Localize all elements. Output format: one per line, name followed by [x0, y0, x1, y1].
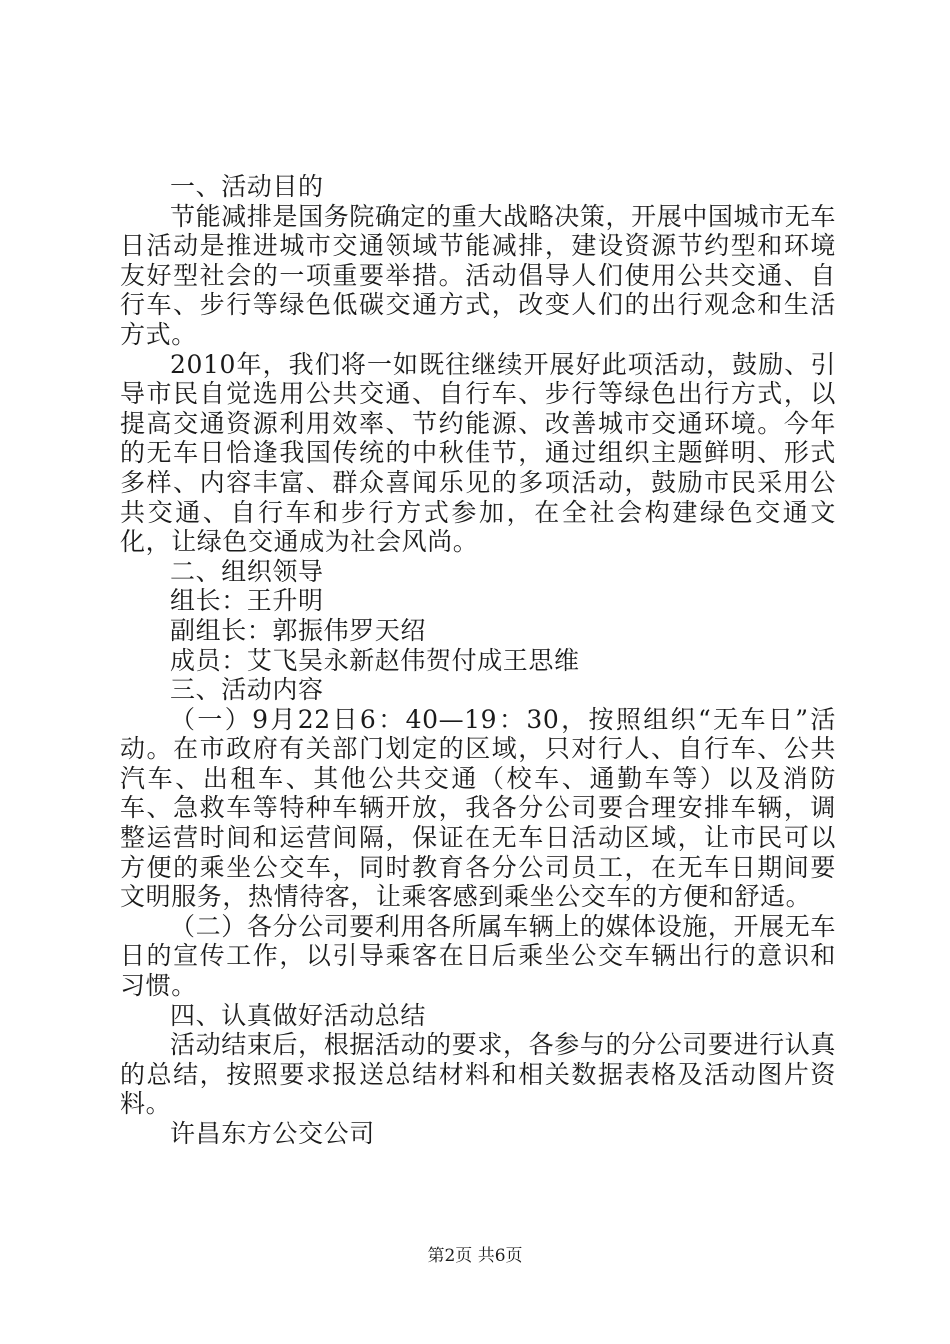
section-heading-summary: 四、认真做好活动总结: [170, 1000, 427, 1030]
members-line: 成员：艾飞吴永新赵伟贺付成王思维: [170, 645, 580, 675]
paragraph-content-one: （一）9月22日6：40—19：30，按照组织“无车日”活动。在市政府有关部门划定的区域，只对行人、自行车、公共汽车、出租车、其他公共交通（校车、通勤车等）以及消防车、急救车等特种车辆开放，我各分公司要合理安排车辆，调整运营时间和运营间隔，保证在无车日活动区域，让市民可以方便的乘坐公交车，同时教育各分公司员工，在无车日期间要文明服务，热情待客，让乘客感到乘坐公交车的方便和舒适。: [120, 704, 836, 912]
leader-line: 组长：王升明: [170, 586, 324, 616]
section-heading-purpose: 一、活动目的: [170, 172, 324, 201]
page-number: 第2页 共6页: [427, 1246, 523, 1266]
section-heading-content: 三、活动内容: [170, 675, 324, 705]
paragraph-purpose: 节能减排是国务院确定的重大战略决策，开展中国城市无车日活动是推进城市交通领域节能减排，建设资源节约型和环境友好型社会的一项重要举措。活动倡导人们使用公共交通、自行车、步行等绿色低碳交通方式，改变人们的出行观念和生活方式。: [120, 201, 836, 349]
document-body: [120, 172, 836, 1149]
deputy-leader-line: 副组长：郭振伟罗天绍: [170, 615, 427, 645]
paragraph-2010-plan: 2010年，我们将一如既往继续开展好此项活动，鼓励、引导市民自觉选用公共交通、自行车、步行等绿色出行方式，以提高交通资源利用效率、节约能源、改善城市交通环境。今年的无车日恰逢我国传统的中秋佳节，通过组织主题鲜明、形式多样、内容丰富、群众喜闻乐见的多项活动，鼓励市民采用公共交通、自行车和步行方式参加，在全社会构建绿色交通文化，让绿色交通成为社会风尚。: [120, 349, 836, 557]
signature-company: 许昌东方公交公司: [170, 1119, 375, 1148]
paragraph-summary: 活动结束后，根据活动的要求，各参与的分公司要进行认真的总结，按照要求报送总结材料和相关数据表格及活动图片资料。: [120, 1030, 836, 1119]
paragraph-content-two: （二）各分公司要利用各所属车辆上的媒体设施，开展无车日的宣传工作，以引导乘客在日后乘坐公交车辆出行的意识和习惯。: [120, 911, 836, 1001]
section-heading-leadership: 二、组织领导: [170, 556, 324, 586]
